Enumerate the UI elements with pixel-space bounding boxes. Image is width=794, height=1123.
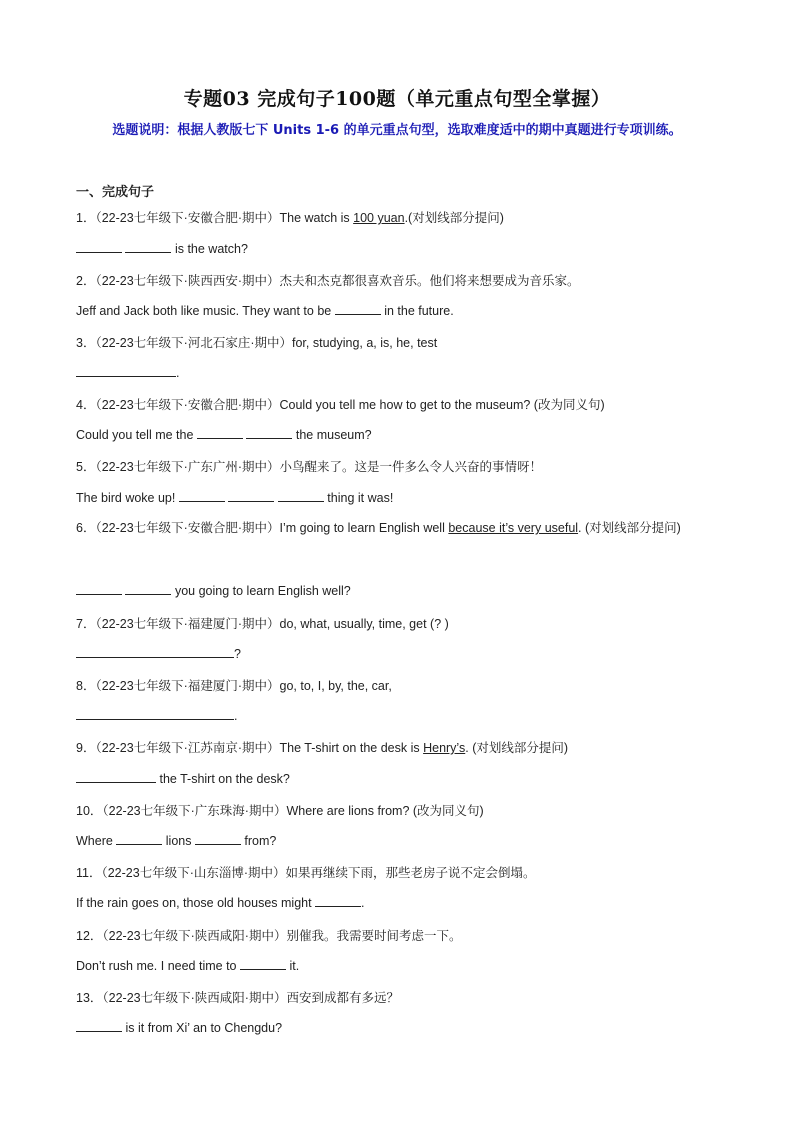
question-11-answer: If the rain goes on, those old houses might .: [76, 896, 365, 910]
question-1-answer: is the watch?: [76, 240, 248, 256]
question-3-stem: 3．（22-23七年级下·河北石家庄·期中）for, studying, a, is, he, test: [76, 336, 438, 350]
question-6-answer: you going to learn English well?: [76, 582, 351, 598]
answer-blank[interactable]: [76, 364, 176, 377]
answer-blank[interactable]: [315, 894, 361, 907]
question-12-stem: 12．（22-23七年级下·陕西咸阳·期中）别催我。我需要时间考虑一下。: [76, 929, 462, 943]
question-7-stem: 7．（22-23七年级下·福建厦门·期中）do, what, usually, time, get (? ): [76, 617, 449, 631]
question-10-answer: Where lions from?: [76, 834, 277, 848]
question-8-stem: 8．（22-23七年级下·福建厦门·期中）go, to, I, by, the, car,: [76, 679, 392, 693]
question-11-stem: 11．（22-23七年级下·山东淄博·期中）如果再继续下雨，那些老房子说不定会倒塌。: [76, 866, 536, 880]
question-4-stem: 4．（22-23七年级下·安徽合肥·期中）Could you tell me how to get to the museum? (改为同义句): [76, 398, 605, 412]
answer-blank[interactable]: [278, 489, 324, 502]
question-13-answer: is it from Xi’ an to Chengdu?: [76, 1019, 282, 1035]
question-8-answer: .: [76, 707, 237, 723]
question-3-answer: .: [76, 364, 179, 380]
question-6-stem: 6．（22-23七年级下·安徽合肥·期中）I’m going to learn English well because it’s very useful. (对划线部分提问): [76, 521, 681, 535]
question-10-stem: 10．（22-23七年级下·广东珠海·期中）Where are lions from? (改为同义句): [76, 804, 484, 818]
question-1-stem: 1．（22-23七年级下·安徽合肥·期中）The watch is 100 yuan.(对划线部分提问): [76, 211, 504, 225]
question-13-stem: 13．（22-23七年级下·陕西咸阳·期中）西安到成都有多远？: [76, 991, 399, 1005]
answer-blank[interactable]: [197, 426, 243, 439]
answer-blank[interactable]: [335, 302, 381, 315]
question-4-answer: Could you tell me the the museum?: [76, 428, 372, 442]
page-subtitle: 选题说明：根据人教版七下 Units 1-6 的单元重点句型，选取难度适中的期中真题进行专项训练。: [112, 123, 682, 138]
answer-blank[interactable]: [116, 832, 162, 845]
page-title: 专题03 完成句子100题（单元重点句型全掌握）: [183, 88, 611, 110]
question-12-answer: Don’t rush me. I need time to it.: [76, 959, 300, 973]
question-7-answer: ?: [76, 645, 241, 661]
question-9-answer: the T-shirt on the desk?: [76, 770, 290, 786]
question-5-stem: 5．（22-23七年级下·广东广州·期中）小鸟醒来了。这是一件多么令人兴奋的事情呀！: [76, 460, 542, 474]
answer-blank[interactable]: [179, 489, 225, 502]
question-9-stem: 9．（22-23七年级下·江苏南京·期中）The T-shirt on the desk is Henry’s. (对划线部分提问): [76, 741, 569, 755]
answer-blank[interactable]: [76, 770, 156, 783]
answer-blank[interactable]: [125, 582, 171, 595]
answer-blank[interactable]: [240, 957, 286, 970]
answer-blank[interactable]: [246, 426, 292, 439]
question-2-stem: 2．（22-23七年级下·陕西西安·期中）杰夫和杰克都很喜欢音乐。他们将来想要成为音乐家。: [76, 274, 580, 288]
answer-blank[interactable]: [76, 240, 122, 253]
question-5-answer: The bird woke up! thing it was!: [76, 491, 394, 505]
answer-blank[interactable]: [76, 645, 234, 658]
answer-blank[interactable]: [125, 240, 171, 253]
section-heading: 一、完成句子: [76, 185, 155, 200]
underlined-phrase: 100 yuan: [353, 211, 405, 225]
underlined-phrase: because it’s very useful: [448, 521, 579, 535]
question-2-answer: Jeff and Jack both like music. They want to be in the future.: [76, 304, 454, 318]
answer-blank[interactable]: [76, 707, 234, 720]
answer-blank[interactable]: [76, 1019, 122, 1032]
answer-blank[interactable]: [228, 489, 274, 502]
underlined-phrase: Henry’s: [423, 741, 466, 755]
answer-blank[interactable]: [76, 582, 122, 595]
answer-blank[interactable]: [195, 832, 241, 845]
